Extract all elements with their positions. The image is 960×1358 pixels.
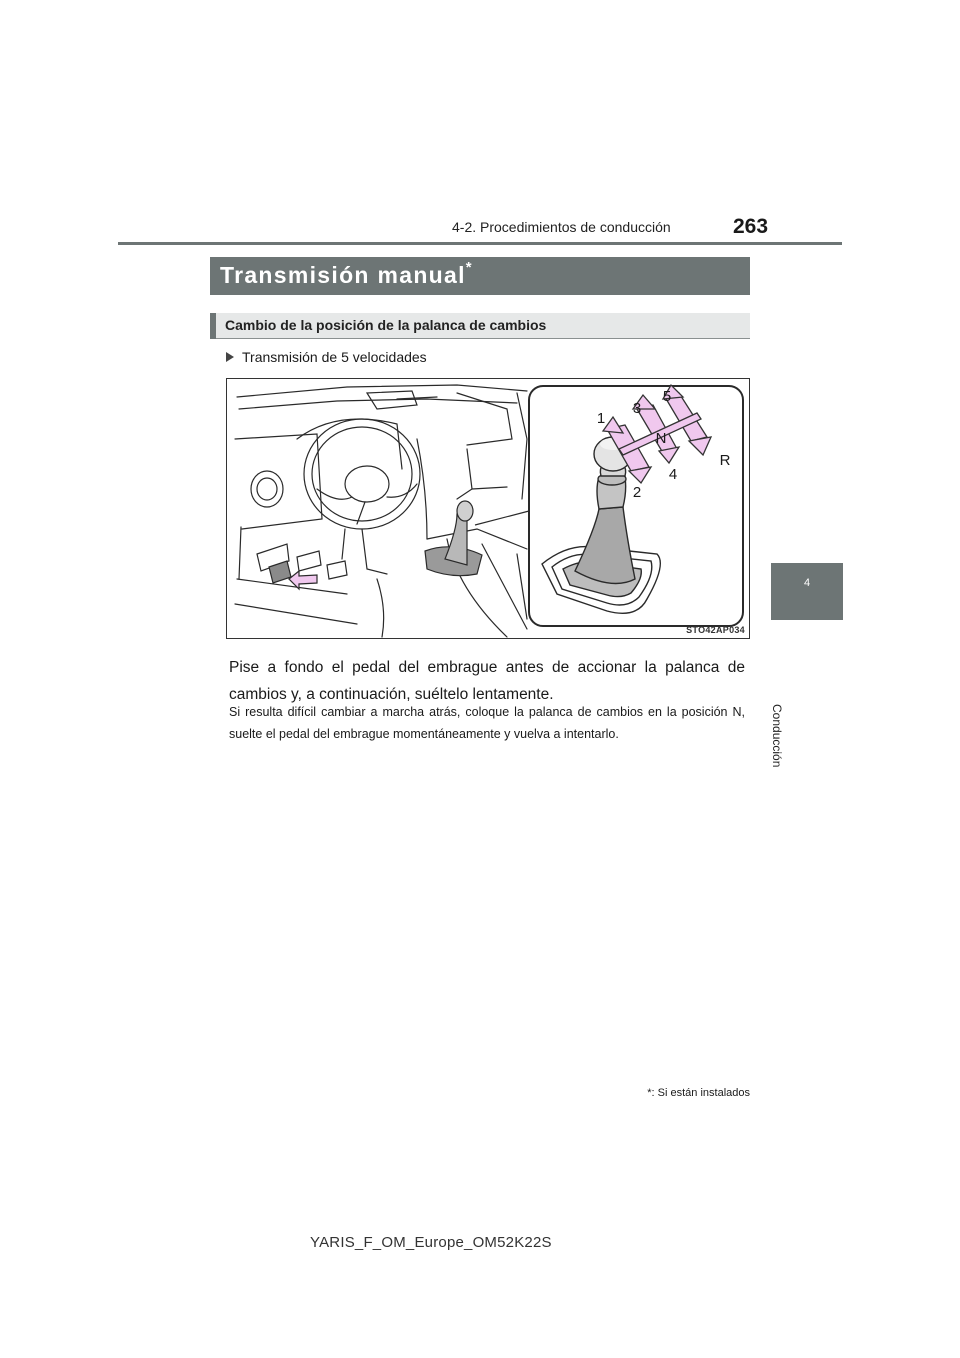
note-paragraph: Si resulta difícil cambiar a marcha atrás, coloque la palanca de cambios en la posición N, suelte el pedal del embrague momentáneamente y vuelva a intentarlo. <box>229 705 745 741</box>
bullet-triangle-icon <box>226 352 234 362</box>
instruction-paragraph: Pise a fondo el pedal del embrague antes de accionar la palanca de cambios y, a continuación, suéltelo lentamente. <box>229 659 745 703</box>
illustration-frame <box>226 378 750 639</box>
inset-pointer-line <box>475 511 529 525</box>
page-title-text: Transmisión manual <box>220 262 466 288</box>
gear-label-r: R <box>719 452 731 469</box>
figure-code: STO42AP034 <box>686 625 745 635</box>
chapter-label <box>770 632 820 768</box>
header-rule <box>118 242 842 245</box>
gear-label-1: 1 <box>596 410 606 427</box>
chapter-number: 4 <box>803 577 811 589</box>
bullet-item <box>226 349 427 365</box>
title-asterisk: * <box>465 259 473 276</box>
footnote <box>570 1087 750 1099</box>
subheading-accent <box>210 313 216 339</box>
section-title: 4-2. Procedimientos de conducción <box>452 219 671 235</box>
gear-label-3: 3 <box>632 400 642 417</box>
dashboard-drawing <box>235 385 527 637</box>
document-code: YARIS_F_OM_Europe_OM52K22S <box>310 1234 552 1251</box>
gear-label-5: 5 <box>662 388 672 405</box>
subheading: Cambio de la posición de la palanca de cambios <box>225 317 547 333</box>
manual-transmission-illustration <box>227 379 749 638</box>
car-gear-lever <box>425 501 482 576</box>
gear-label-2: 2 <box>632 484 642 501</box>
footnote-asterisk: * <box>647 1087 652 1099</box>
chapter-label-text: Conducción <box>770 704 784 768</box>
bullet-text: Transmisión de 5 velocidades <box>242 349 427 365</box>
gear-label-n: N <box>655 430 667 447</box>
footnote-text: : Si están instalados <box>651 1087 750 1099</box>
page-number: 263 <box>733 215 769 238</box>
gear-label-4: 4 <box>668 466 678 483</box>
page-title <box>220 259 473 289</box>
chapter-tab <box>771 563 843 620</box>
